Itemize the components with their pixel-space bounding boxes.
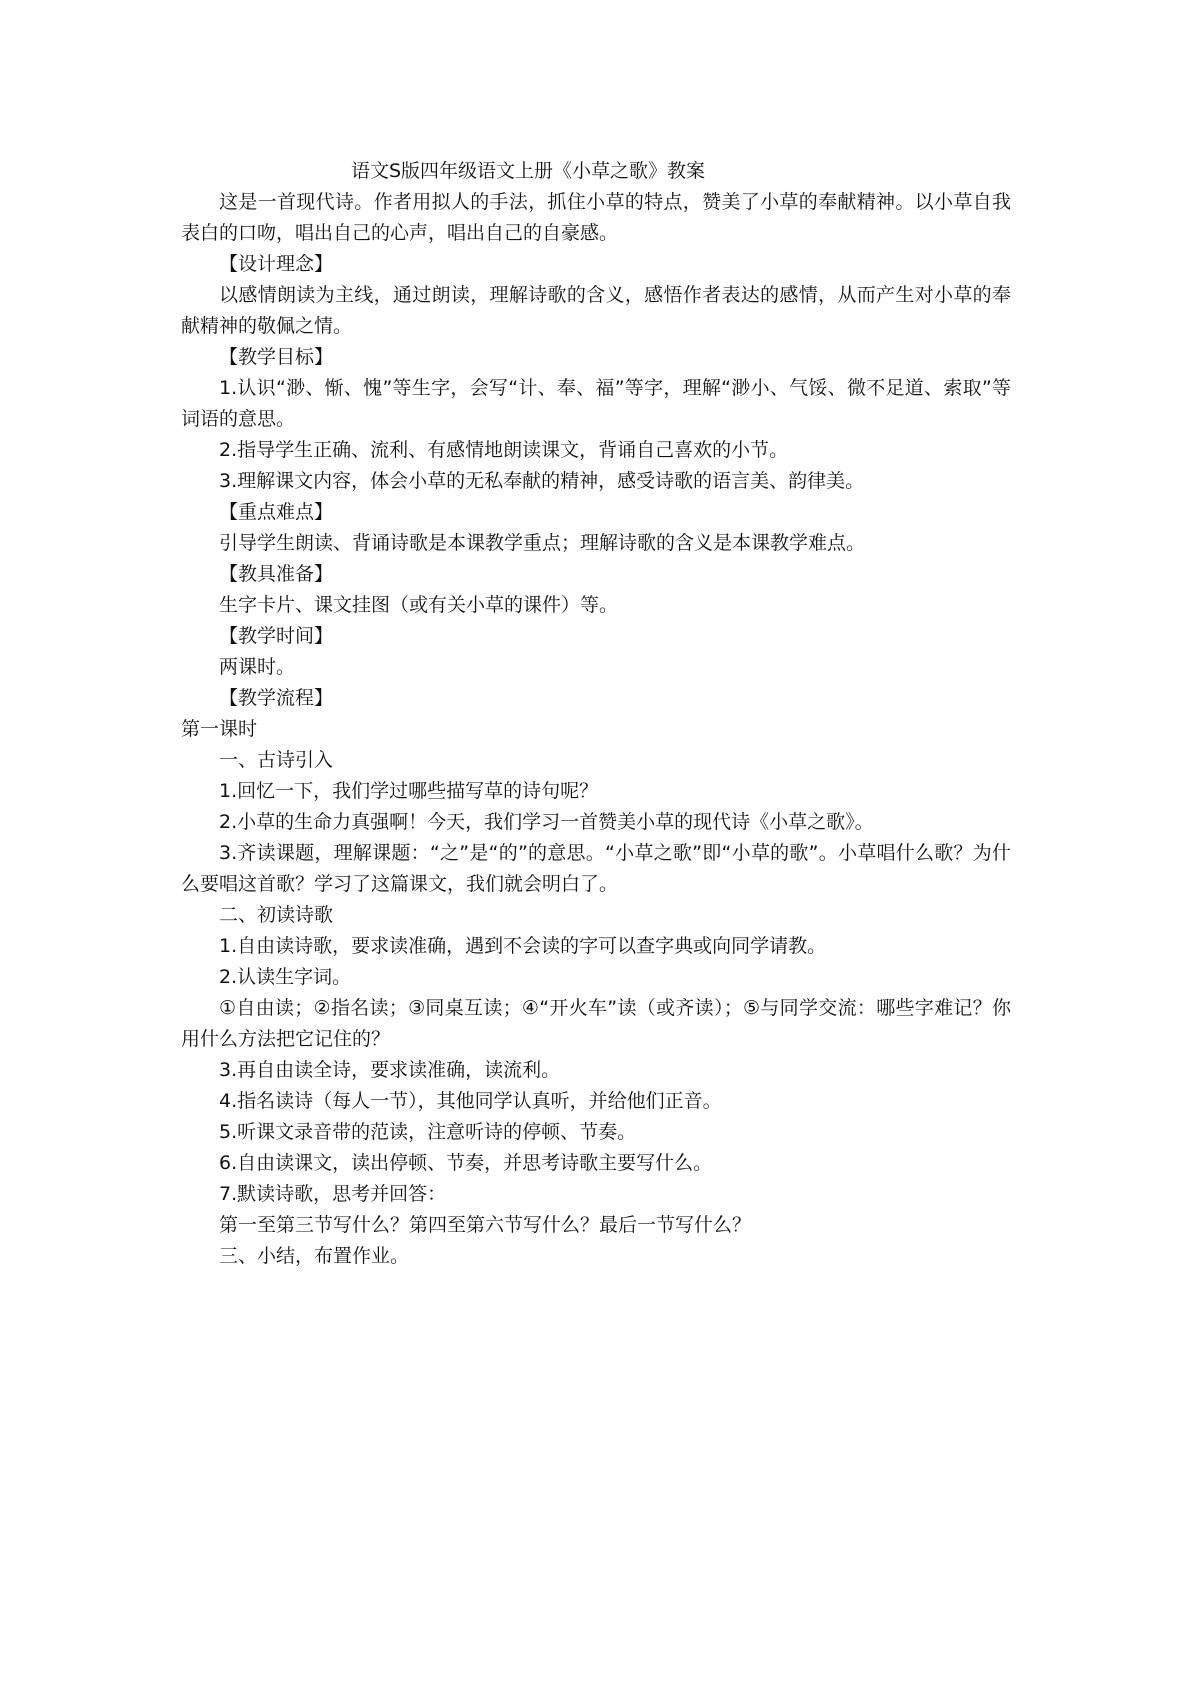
- process-item: 6.自由读课文，读出停顿、节奏，并思考诗歌主要写什么。: [219, 1152, 713, 1174]
- time-heading: 【教学时间】: [219, 625, 334, 647]
- intro-paragraph: 这是一首现代诗。作者用拟人的手法，抓住小草的特点，赞美了小草的奉献精神。以小草自我表白的口吻，唱出自己的心声，唱出自己的自豪感。: [181, 191, 1011, 244]
- process-item: 2.认读生字词。: [219, 966, 352, 988]
- materials-text: 生字卡片、课文挂图（或有关小草的课件）等。: [219, 594, 619, 616]
- process-heading: 【教学流程】: [219, 687, 334, 709]
- goal-item: 1.认识“渺、惭、愧”等生字，会写“计、奉、福”等字，理解“渺小、气馁、微不足道、索取”等词语的意思。: [181, 377, 1011, 430]
- process-item: 7.默读诗歌，思考并回答：: [219, 1183, 447, 1205]
- process-item: 2.小草的生命力真强啊！今天，我们学习一首赞美小草的现代诗《小草之歌》。: [219, 811, 874, 833]
- process-item: 3.再自由读全诗，要求读准确，读流利。: [219, 1059, 561, 1081]
- process-item: 4.指名读诗（每人一节），其他同学认真听，并给他们正音。: [219, 1090, 722, 1112]
- process-item: 第一至第三节写什么？第四至第六节写什么？最后一节写什么？: [219, 1214, 752, 1236]
- process-item: ①自由读；②指名读；③同桌互读；④“开火车”读（或齐读）；⑤与同学交流：哪些字难记？你用什么方法把它记住的？: [181, 997, 1011, 1050]
- goals-heading: 【教学目标】: [219, 346, 334, 368]
- process-item: 3.齐读课题，理解课题：“之”是“的”的意思。“小草之歌”即“小草的歌”。小草唱什么歌？为什么要唱这首歌？学习了这篇课文，我们就会明白了。: [181, 842, 1011, 895]
- key-points-text: 引导学生朗读、背诵诗歌是本课教学重点；理解诗歌的含义是本课教学难点。: [219, 532, 866, 554]
- document-title: 语文S版四年级语文上册《小草之歌》教案: [351, 160, 706, 182]
- design-concept-heading: 【设计理念】: [219, 253, 334, 275]
- part-heading: 三、小结，布置作业。: [219, 1245, 410, 1267]
- key-points-heading: 【重点难点】: [219, 501, 334, 523]
- design-concept-text: 以感情朗读为主线，通过朗读，理解诗歌的含义，感悟作者表达的感情，从而产生对小草的奉献精神的敬佩之情。: [181, 284, 1011, 337]
- materials-heading: 【教具准备】: [219, 563, 334, 585]
- part-heading: 二、初读诗歌: [219, 904, 334, 926]
- goal-item: 3.理解课文内容，体会小草的无私奉献的精神，感受诗歌的语言美、韵律美。: [219, 470, 865, 492]
- document-body: [181, 156, 1011, 1272]
- process-item: 1.回忆一下，我们学过哪些描写草的诗句呢？: [219, 780, 599, 802]
- process-item: 5.听课文录音带的范读，注意听诗的停顿、节奏。: [219, 1121, 637, 1143]
- part-heading: 一、古诗引入: [219, 749, 334, 771]
- process-item: 1.自由读诗歌，要求读准确，遇到不会读的字可以查字典或向同学请教。: [219, 935, 827, 957]
- lesson-label: 第一课时: [181, 718, 258, 740]
- goal-item: 2.指导学生正确、流利、有感情地朗读课文，背诵自己喜欢的小节。: [219, 439, 789, 461]
- time-text: 两课时。: [219, 656, 296, 678]
